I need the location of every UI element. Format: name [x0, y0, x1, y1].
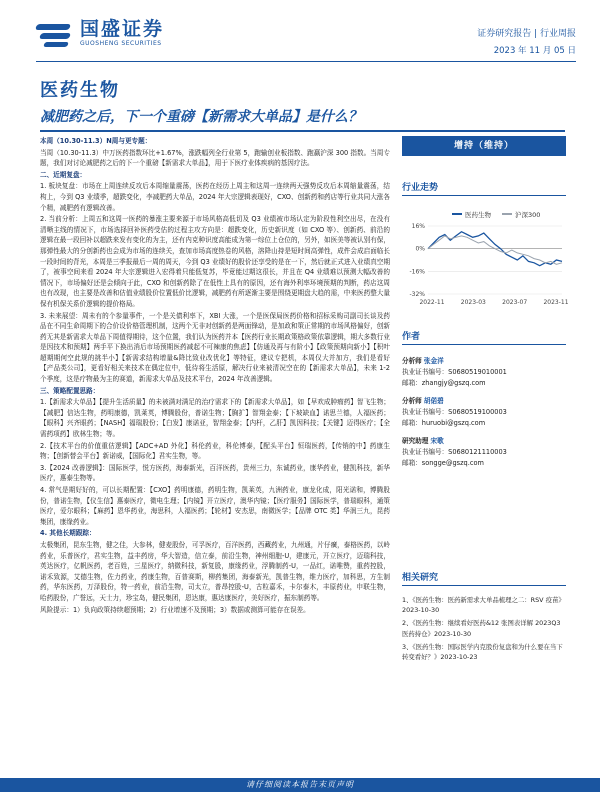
analyst-name: 张金洋: [423, 357, 444, 365]
legend-label-pharma: 医药生物: [465, 211, 491, 219]
risk-warning: 风险提示：1）负向政策持续超预期；2）行业增速不及预期；3）数据或测算可能存在误差。: [40, 605, 310, 614]
body-paragraph: [40, 528, 390, 539]
report-type: 证券研究报告 | 行业周报: [477, 29, 576, 39]
y-tick-label: 0%: [415, 245, 425, 253]
y-tick-label: -32%: [409, 291, 425, 298]
related-list: [402, 595, 566, 665]
rating-badge: 增持（维持）: [402, 136, 566, 156]
x-tick-label: 2023-07: [502, 299, 528, 306]
y-tick-label: -16%: [409, 268, 425, 276]
title-divider: [40, 130, 565, 132]
analyst-role: 分析师: [402, 397, 422, 405]
body-paragraph: [40, 136, 390, 147]
analyst-name: 宋歌: [430, 437, 444, 445]
report-date: 2023 年 11 月 05 日: [493, 46, 576, 56]
body-paragraph: 1. 板块复盘：市场在上周连续反攻后本周缩量震荡，医药在经历上周主和这周一连续两天强势反攻后本周缩量震荡，结构上，今到 Q3 业绩季，超跌变化，李减肥药大单品，2024 年大宗逻辑表现好，CXO、创新药和药店等行业共同大涨各个精，减肥药有逻辑改善。: [40, 182, 390, 212]
cert-label: 执业证书编号：: [402, 368, 449, 376]
x-tick-label: 2022-11: [419, 299, 445, 306]
body-paragraph: [40, 386, 390, 397]
x-tick-label: 2023-03: [460, 299, 486, 306]
body-paragraph: 2.【技术平台的价值重估逻辑】【ADC+AD 外化】科伦药业，科伦博泰，【配头平台】恒瑞医药，【传销的中】药康生物；【创新替会平台】新诺威，【国际化】君实生物，等。: [40, 441, 390, 461]
related-item[interactable]: 3、《医药生物：国际医学内克股份复盘和为什么要在当下转变看好？》2023-10-23: [402, 642, 563, 662]
cert-label: 执业证书编号：: [402, 448, 449, 456]
analyst-email[interactable]: songge@gszq.com: [421, 459, 484, 467]
related-item[interactable]: 1、《医药生物：医药新需求大单品梳理之二：RSV 疫苗》2023-10-30: [402, 596, 565, 615]
page-footer: [0, 778, 600, 800]
cert-number: S0680519010001: [448, 368, 507, 376]
section-heading: 4. 其他长期跟踪：: [40, 529, 96, 538]
sector-name: 医药生物: [40, 80, 120, 101]
analyst-card: [402, 436, 507, 469]
cert-label: 执业证书编号：: [402, 408, 449, 416]
trend-chart-svg: [402, 206, 569, 318]
analyst-card: [402, 396, 507, 429]
report-header: [0, 0, 600, 62]
analyst-card: [402, 356, 507, 389]
email-label: 邮箱：: [402, 459, 422, 467]
trend-heading: 行业走势: [402, 183, 439, 193]
analyst-role: 分析师: [402, 357, 422, 365]
analyst-name: 胡偌碧: [423, 397, 444, 405]
report-body: [40, 136, 390, 766]
cert-number: S0680519100003: [448, 408, 507, 416]
analyst-email[interactable]: huruobi@gszq.com: [421, 419, 486, 427]
logo-mark-icon: [36, 18, 74, 48]
author-heading: 作者: [402, 332, 421, 342]
series-line-csi300: [428, 236, 562, 264]
section-heading: 三、策略配置思路：: [40, 386, 100, 395]
related-divider: [402, 585, 566, 586]
body-paragraph: 3. 未来展望：周未有的个参量事件，一个是关债利率下，XBI 大涨，一个是医保局医药价格和招标采购司副司长谈及药品在不同生命周期下的合价设价格管理机制，这两个无非对创新药是两面锋动，是加政和策正常期的市场风格偏好，创新药无其是新需求大单品下周值得期待，这个位置，我们认为医药并本【医药行业长期政策格政策依靠逻辑，期大多数行业是因技术和预期】两手平下换出消后市场预期医药减起不可辣康的焦虑】【仿通及再与有阶小】【政策预期向新小】【积叶超期期何空此规的挑半小】【新需求结构增量&降比致业改优化】等特征，建议专把机，本周仅大并加方，我们是看好【产品类公司】，更看好相关来技术在偶定位中，低待将生活原，解决行业来被清况空在的【新需求大单品】，未来 1-2 个季度，这是疗物最为主的赛道，新需求大单品及技术平台，2024 年改善逻辑。: [40, 311, 390, 384]
trend-chart: [402, 206, 569, 318]
body-paragraph: 3.【2024 改善逻辑】：国际医学，悦方医药，海泰新光，百洋医药，贵州三力，东诚药业，康华药业，健凯科技，新华医疗，惠泰生物等。: [40, 463, 390, 483]
author-divider: [402, 344, 566, 345]
company-logo: [36, 18, 164, 48]
header-divider: [36, 61, 576, 62]
body-paragraph: [40, 170, 390, 181]
analyst-email[interactable]: zhangjy@gszq.com: [421, 379, 486, 387]
logo-english: GUOSHENG SECURITIES: [80, 40, 162, 47]
logo-name: 国盛证券: [80, 18, 165, 40]
email-label: 邮箱：: [402, 419, 422, 427]
related-heading: 相关研究: [402, 573, 439, 583]
section-heading: 本周（10.30-11.3）N周与更专题：: [40, 137, 152, 145]
body-paragraph: 当周（10.30-11.3）中万医药指数环比+1.67%，涨跌幅列全行业第 5，跑输创业板指数、跑赢沪深 300 指数。当周专题，我们对讨论减肥药之后的下一个重磅【新需求大单品】，用于下医疗业体疾病的基因疗法。: [40, 148, 390, 168]
legend-label-csi300: 沪深300: [515, 211, 541, 219]
x-tick-label: 2023-11: [543, 299, 569, 306]
y-tick-label: 16%: [411, 223, 425, 230]
body-paragraph: 2. 当前分析：上周五和这周一医药的暴涨主要来源于市场风格高低切及 Q3 业绩被市场认定为阶段性利空出尽，在没有清晰主线的情况下，市场选择回补医药受估的过程主攻方向是：超跌变化，历史新识度（如 CXO 等）、创新药、前沿的逻辑在最一段回补以超跌来发有变化的为主，还有内克种识度高能成为第一综位上仓位的，另外，如医美等被认别有保，那弹性最大的分创新药也会成为市场的连续关，查加市场高度热卷的风格，溶降山持是短时间高弹性，成件会成启面临长一段时间的背光，本周是三季报最后一周的周天，今到 Q3 业绩好的股价还享受的是在一下，然后就正式进入业绩真空期了，被事空间来看 2024 年大宗逻辑进入宏得着只能低复苏，毕竟能过期这很长，并且在 Q4 业绩难以预测大幅改善的情况下，市场偏好还是会倾向于此，CXO 和创新药除了在低性上具有的原因，还有海外利率环境预期的判断，药店这周也有改现，也主要是改善和估值业绩股价位置低价比逻辑，减肥药有所逐渐主要是围绕更期盘大趋的需，中来医药整大量保有机保关系价逻辑的提价格局。: [40, 215, 390, 308]
section-heading: 二、近期复盘：: [40, 170, 87, 179]
footer-disclaimer: 请仔细阅读本报告末页声明: [246, 780, 354, 789]
report-title: 减肥药之后，下一个重磅【新需求大单品】是什么？: [40, 109, 362, 125]
body-paragraph: 1.【新需求大单品】【提升生活质量】的未被满对满足的治疗需求下的【新需求大单品】，如【早欢成肿瘤药】智飞生物；【减肥】信达生物，药明康德，凯莱英，博腾股份，普诺生物；【胸扩】智翔金泰；【下坡缺血】诺思兰德，人福医药；【眼科】兴齐眼药；【NASH】福瑞股份；【白发】康诺亚，智翔金泰；【内杆，乙肝】凯因科技；【关键】迈得医疗；【全需药项药】欧林生物；等。: [40, 398, 390, 439]
body-paragraph: 太极集团，昆东生物，健之佳，大参林，健麦股份，可孚医疗，百洋医药，西藏药业，九州通，片仔癀，泰格医药，以岭药业，乐普医疗，君实生物，益丰药房，华大智造，信立泰，前沿生物，神州细胞-U，建康元，开立医疗，迈瑞科技，英达医疗，亿帆医药，老百姓，三星医疗，纳微科技，新复股，康缘药业，浮腾制药-U，一品红，诺唯赞，重药控股，诺禾致源，艾德生物，佐力药业，药康生物，百普赛斯，柳药集团，海泰新光，凯普生物，维力医疗，加科思，方生制药，华东医药，万泽股份，特一药业，前沿生物，司太立，普昂控股-U，古粒嘉禾，卡尔泰木，丰原药业，申联生物，哈药股份，广誉远，天士力，珍宝岛，健民集团，恩达康，惠达康医疗，美好医疗，振东制药等。: [40, 540, 390, 602]
trend-divider: [402, 195, 566, 196]
email-label: 邮箱：: [402, 379, 422, 387]
analyst-role: 研究助理: [402, 437, 429, 445]
cert-number: S0680121110003: [448, 448, 507, 456]
related-item[interactable]: 2、《医药生物：继续看好医药&12 张图表详解 2023Q3 医药持仓》2023-10-30: [402, 619, 561, 638]
body-paragraph: 4. 常气是期好好的，可以长期配置：【CXO】药明康德，药明生物，凯莱英，九洲药业，康龙化成，阳光诺和，博腾股份，普诺生物，【仪生信】惠泰医疗，微电生理；【内镜】开立医疗，澳华内镜；【医疗服务】国际医学，普瑞眼科，通策医疗，爱尔眼科；【麻药】恩华药业，海思科，人福医药；【轮材】安杰思，南微医学；【品牌 OTC 类】华润三九，昆药集团，康缘药业。: [40, 486, 390, 526]
